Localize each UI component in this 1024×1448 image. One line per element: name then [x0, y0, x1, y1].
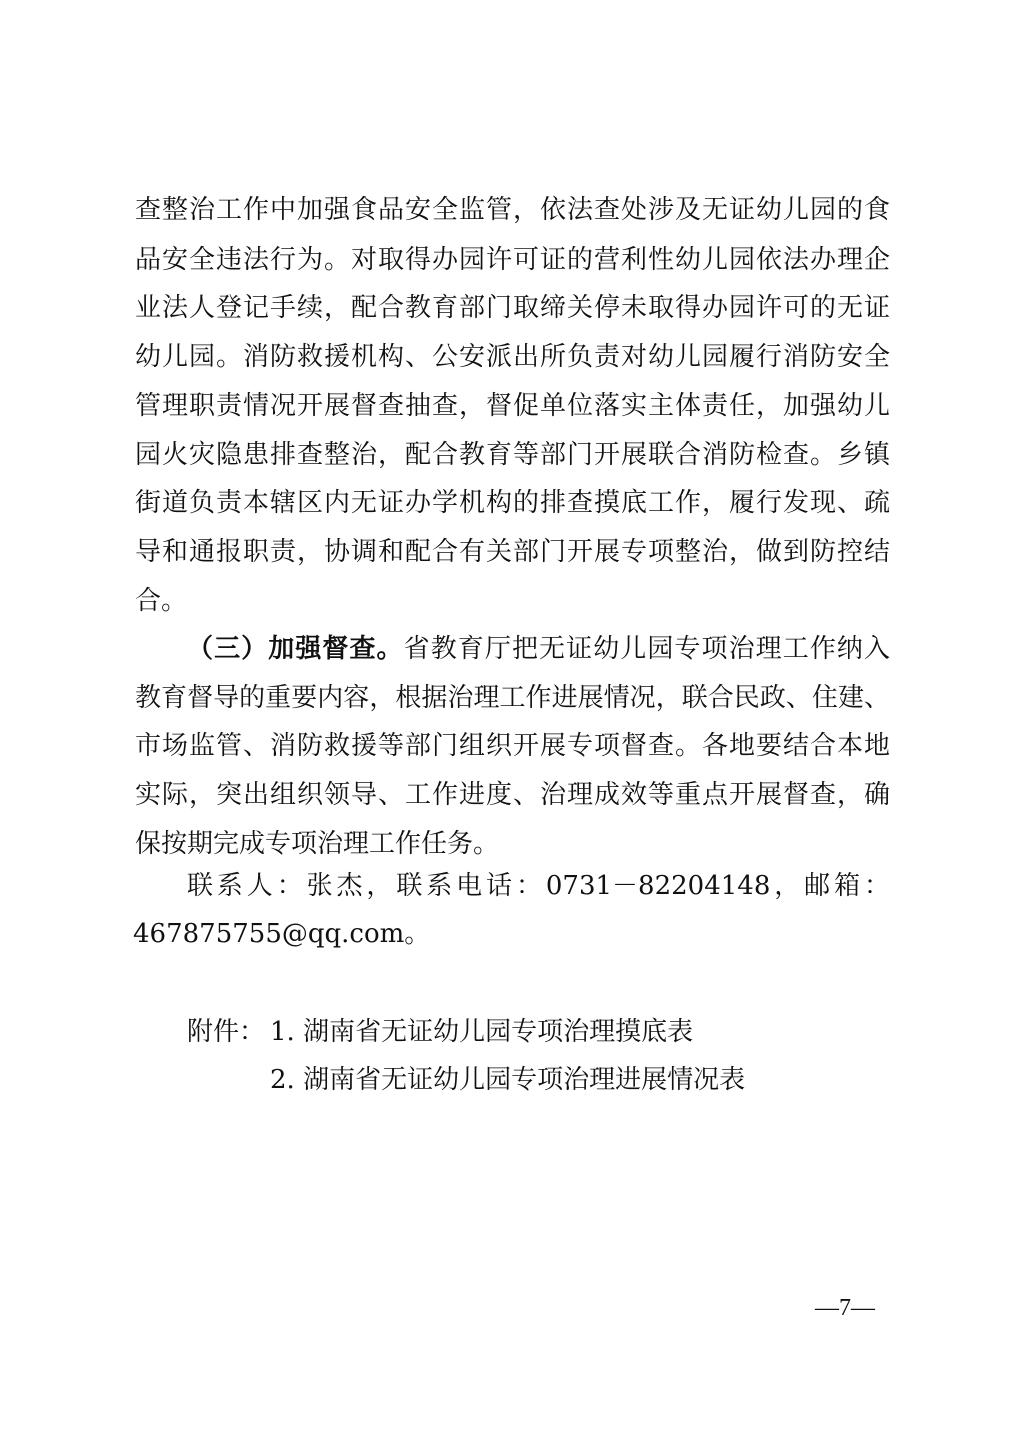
paragraph-line: 保按期完成专项治理工作任务。 — [135, 829, 500, 859]
paragraph-line: 街道负责本辖区内无证办学机构的排查摸底工作，履行发现、疏 — [135, 488, 890, 518]
paragraph-line: 品安全违法行为。对取得办园许可证的营利性幼儿园依法办理企 — [135, 245, 890, 275]
attachments-label: 附件： — [187, 1017, 266, 1047]
paragraph-line: 导和通报职责，协调和配合有关部门开展专项整治，做到防控结 — [135, 537, 890, 567]
attachment-item-1: 1. 湖南省无证幼儿园专项治理摸底表 — [270, 1017, 694, 1047]
section-3-heading: （三）加强督查。 — [187, 634, 404, 664]
paragraph-line: 幼儿园。消防救援机构、公安派出所负责对幼儿园履行消防安全 — [135, 342, 890, 372]
paragraph-line: 查整治工作中加强食品安全监管，依法查处涉及无证幼儿园的食 — [135, 195, 890, 225]
contact-email: 467875755@qq.com。 — [133, 919, 431, 949]
attachment-item-2: 2. 湖南省无证幼儿园专项治理进展情况表 — [270, 1065, 746, 1095]
paragraph-line: 业法人登记手续，配合教育部门取缔关停未取得办园许可的无证 — [135, 293, 890, 323]
paragraph-line: 园火灾隐患排查整治，配合教育等部门开展联合消防检查。乡镇 — [135, 440, 890, 470]
paragraph-line: 合。 — [135, 586, 188, 616]
paragraph-line: 教育督导的重要内容，根据治理工作进展情况，联合民政、住建、 — [135, 683, 890, 713]
paragraph-line: 实际，突出组织领导、工作进度、治理成效等重点开展督查，确 — [135, 780, 890, 810]
page-number: —7— — [815, 1295, 875, 1321]
section-3-first-line — [187, 631, 890, 667]
contact-line: 联系人：张杰，联系电话：0731－82204148，邮箱： — [187, 871, 890, 901]
paragraph-line: 市场监管、消防救援等部门组织开展专项督查。各地要结合本地 — [135, 731, 890, 761]
paragraph-line: 管理职责情况开展督查抽查，督促单位落实主体责任，加强幼儿 — [135, 391, 890, 421]
section-3-first-line-text: 省教育厅把无证幼儿园专项治理工作纳入 — [403, 634, 890, 664]
